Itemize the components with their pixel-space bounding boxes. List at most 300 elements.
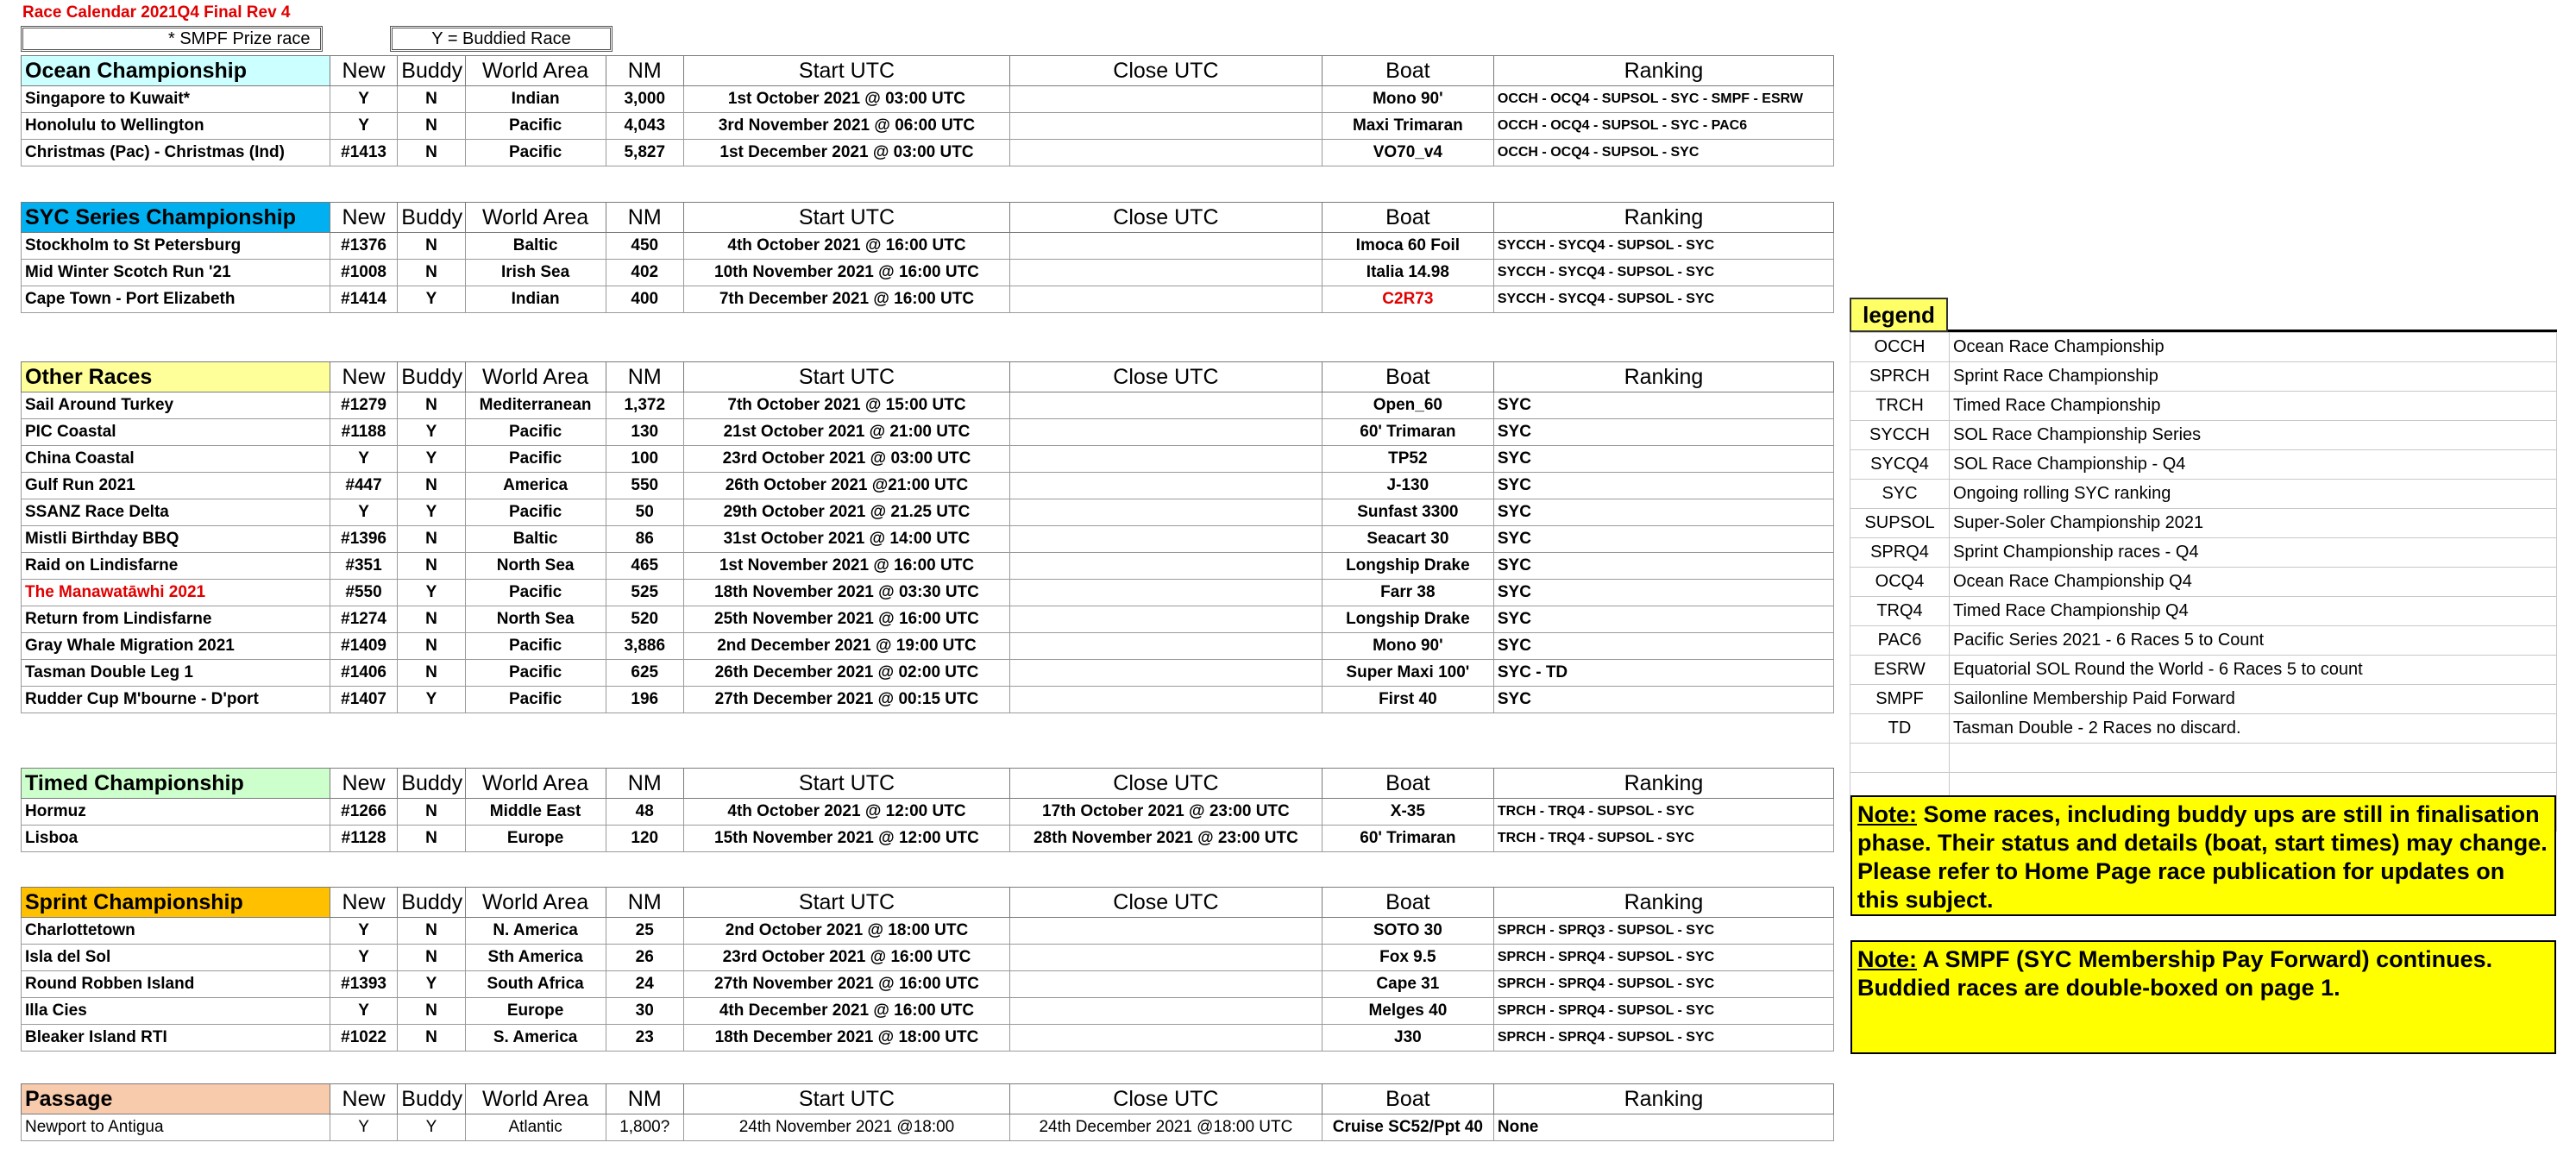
table-row: [22, 526, 1834, 553]
column-header: Close UTC: [1009, 888, 1322, 918]
cell-boat: Longship Drake: [1322, 553, 1493, 580]
cell-start: 23rd October 2021 @ 16:00 UTC: [683, 945, 1009, 971]
cell-buddy: Y: [398, 286, 465, 313]
legend-code: TRQ4: [1850, 597, 1950, 626]
cell-close: [1009, 971, 1322, 998]
race-name: China Coastal: [22, 446, 330, 473]
column-header: New: [330, 769, 397, 799]
column-header: Boat: [1322, 203, 1493, 233]
cell-start: 1st November 2021 @ 16:00 UTC: [683, 553, 1009, 580]
column-header: Ranking: [1493, 362, 1833, 392]
cell-area: Pacific: [465, 499, 606, 526]
document-title: Race Calendar 2021Q4 Final Rev 4: [22, 3, 291, 22]
column-header: New: [330, 203, 397, 233]
cell-start: 26th October 2021 @21:00 UTC: [683, 473, 1009, 499]
legend-description: Ocean Race Championship: [1950, 333, 2557, 362]
column-header: Ranking: [1493, 56, 1833, 86]
cell-start: 2nd October 2021 @ 18:00 UTC: [683, 918, 1009, 945]
legend-row: [1850, 714, 2557, 744]
column-header: Start UTC: [683, 362, 1009, 392]
race-name: Bleaker Island RTI: [22, 1025, 330, 1052]
cell-buddy: N: [398, 1025, 465, 1052]
cell-new: #1407: [330, 687, 397, 713]
legend-empty-cell: [1950, 744, 2557, 773]
cell-start: 27th December 2021 @ 00:15 UTC: [683, 687, 1009, 713]
cell-new: #1022: [330, 1025, 397, 1052]
table-row: [22, 260, 1834, 286]
cell-close: [1009, 526, 1322, 553]
cell-ranking: OCCH - OCQ4 - SUPSOL - SYC - SMPF - ESRW: [1493, 86, 1833, 113]
section-title: Other Races: [22, 362, 330, 392]
race-name: The Manawatāwhi 2021: [22, 580, 330, 606]
cell-nm: 625: [606, 660, 683, 687]
cell-close: 17th October 2021 @ 23:00 UTC: [1009, 799, 1322, 826]
race-name: Mistli Birthday BBQ: [22, 526, 330, 553]
cell-boat: Cruise SC52/Ppt 40: [1322, 1114, 1493, 1141]
cell-nm: 50: [606, 499, 683, 526]
legend-description: Tasman Double - 2 Races no discard.: [1950, 714, 2557, 744]
cell-buddy: N: [398, 526, 465, 553]
cell-buddy: Y: [398, 687, 465, 713]
table-row: [22, 1025, 1834, 1052]
section-table-syc: [21, 202, 1834, 313]
cell-buddy: N: [398, 233, 465, 260]
cell-buddy: Y: [398, 499, 465, 526]
race-name: Isla del Sol: [22, 945, 330, 971]
cell-ranking: SYC: [1493, 633, 1833, 660]
section-header-row: [22, 56, 1834, 86]
cell-close: [1009, 606, 1322, 633]
race-name: Rudder Cup M'bourne - D'port: [22, 687, 330, 713]
column-header: Boat: [1322, 362, 1493, 392]
column-header: NM: [606, 203, 683, 233]
legend-description: Sailonline Membership Paid Forward: [1950, 685, 2557, 714]
cell-ranking: SPRCH - SPRQ3 - SUPSOL - SYC: [1493, 918, 1833, 945]
legend-description: Sprint Race Championship: [1950, 362, 2557, 392]
column-header: Start UTC: [683, 203, 1009, 233]
cell-nm: 24: [606, 971, 683, 998]
legend-row: [1850, 333, 2557, 362]
cell-nm: 100: [606, 446, 683, 473]
section-table-sprint: [21, 887, 1834, 1052]
table-row: [22, 918, 1834, 945]
section-table-passage: [21, 1083, 1834, 1141]
cell-buddy: N: [398, 998, 465, 1025]
legend-code: SMPF: [1850, 685, 1950, 714]
cell-new: Y: [330, 499, 397, 526]
cell-area: North Sea: [465, 606, 606, 633]
legend-empty-cell: [1850, 744, 1950, 773]
cell-new: #1414: [330, 286, 397, 313]
column-header: Buddy: [398, 56, 465, 86]
cell-new: Y: [330, 998, 397, 1025]
cell-new: #1188: [330, 419, 397, 446]
cell-area: Pacific: [465, 113, 606, 140]
race-name: Return from Lindisfarne: [22, 606, 330, 633]
cell-ranking: SYC: [1493, 499, 1833, 526]
race-name: Lisboa: [22, 826, 330, 852]
cell-ranking: SYC: [1493, 473, 1833, 499]
cell-start: 10th November 2021 @ 16:00 UTC: [683, 260, 1009, 286]
section-title: Sprint Championship: [22, 888, 330, 918]
section-title: Ocean Championship: [22, 56, 330, 86]
smpf-key-box: * SMPF Prize race: [21, 26, 323, 52]
section-header-row: [22, 362, 1834, 392]
table-row: [22, 473, 1834, 499]
cell-close: [1009, 419, 1322, 446]
cell-buddy: N: [398, 140, 465, 166]
cell-nm: 465: [606, 553, 683, 580]
cell-boat: TP52: [1322, 446, 1493, 473]
cell-area: Irish Sea: [465, 260, 606, 286]
table-row: [22, 286, 1834, 313]
column-header: Boat: [1322, 1084, 1493, 1114]
cell-ranking: SYC: [1493, 687, 1833, 713]
cell-new: Y: [330, 86, 397, 113]
cell-new: #1274: [330, 606, 397, 633]
cell-ranking: None: [1493, 1114, 1833, 1141]
cell-start: 18th November 2021 @ 03:30 UTC: [683, 580, 1009, 606]
cell-close: [1009, 1025, 1322, 1052]
cell-buddy: Y: [398, 1114, 465, 1141]
cell-close: [1009, 687, 1322, 713]
cell-start: 3rd November 2021 @ 06:00 UTC: [683, 113, 1009, 140]
cell-ranking: SYC: [1493, 446, 1833, 473]
table-row: [22, 971, 1834, 998]
cell-area: S. America: [465, 1025, 606, 1052]
cell-nm: 1,800?: [606, 1114, 683, 1141]
section-title: Passage: [22, 1084, 330, 1114]
legend-code: SUPSOL: [1850, 509, 1950, 538]
cell-start: 27th November 2021 @ 16:00 UTC: [683, 971, 1009, 998]
column-header: New: [330, 1084, 397, 1114]
cell-start: 29th October 2021 @ 21.25 UTC: [683, 499, 1009, 526]
cell-start: 26th December 2021 @ 02:00 UTC: [683, 660, 1009, 687]
cell-boat: Fox 9.5: [1322, 945, 1493, 971]
legend-code: OCCH: [1850, 333, 1950, 362]
cell-new: #550: [330, 580, 397, 606]
cell-close: [1009, 499, 1322, 526]
cell-buddy: N: [398, 660, 465, 687]
cell-ranking: SYCCH - SYCQ4 - SUPSOL - SYC: [1493, 286, 1833, 313]
cell-buddy: Y: [398, 446, 465, 473]
legend-description: Timed Race Championship Q4: [1950, 597, 2557, 626]
cell-start: 2nd December 2021 @ 19:00 UTC: [683, 633, 1009, 660]
cell-nm: 550: [606, 473, 683, 499]
cell-nm: 23: [606, 1025, 683, 1052]
cell-close: [1009, 260, 1322, 286]
table-row: [22, 580, 1834, 606]
cell-start: 31st October 2021 @ 14:00 UTC: [683, 526, 1009, 553]
legend-description: Ocean Race Championship Q4: [1950, 568, 2557, 597]
table-row: [22, 687, 1834, 713]
table-row: [22, 1114, 1834, 1141]
legend-row: [1850, 656, 2557, 685]
cell-boat: Seacart 30: [1322, 526, 1493, 553]
cell-area: South Africa: [465, 971, 606, 998]
cell-ranking: SYC: [1493, 419, 1833, 446]
column-header: NM: [606, 1084, 683, 1114]
column-header: World Area: [465, 888, 606, 918]
table-row: [22, 633, 1834, 660]
column-header: Ranking: [1493, 203, 1833, 233]
cell-nm: 525: [606, 580, 683, 606]
table-row: [22, 446, 1834, 473]
cell-buddy: N: [398, 606, 465, 633]
cell-start: 7th December 2021 @ 16:00 UTC: [683, 286, 1009, 313]
cell-start: 4th October 2021 @ 12:00 UTC: [683, 799, 1009, 826]
column-header: Close UTC: [1009, 203, 1322, 233]
table-row: [22, 233, 1834, 260]
table-row: [22, 606, 1834, 633]
cell-start: 7th October 2021 @ 15:00 UTC: [683, 392, 1009, 419]
cell-close: 24th December 2021 @18:00 UTC: [1009, 1114, 1322, 1141]
cell-nm: 450: [606, 233, 683, 260]
column-header: Ranking: [1493, 1084, 1833, 1114]
cell-area: North Sea: [465, 553, 606, 580]
cell-buddy: N: [398, 918, 465, 945]
cell-area: Pacific: [465, 633, 606, 660]
legend-description: Timed Race Championship: [1950, 392, 2557, 421]
column-header: World Area: [465, 203, 606, 233]
cell-ranking: SYCCH - SYCQ4 - SUPSOL - SYC: [1493, 260, 1833, 286]
race-name: Charlottetown: [22, 918, 330, 945]
legend-row: [1850, 568, 2557, 597]
legend-code: PAC6: [1850, 626, 1950, 656]
column-header: Close UTC: [1009, 769, 1322, 799]
cell-nm: 3,000: [606, 86, 683, 113]
race-name: Sail Around Turkey: [22, 392, 330, 419]
cell-start: 4th October 2021 @ 16:00 UTC: [683, 233, 1009, 260]
cell-new: #1279: [330, 392, 397, 419]
cell-buddy: N: [398, 633, 465, 660]
cell-close: [1009, 392, 1322, 419]
table-row: [22, 499, 1834, 526]
race-name: Christmas (Pac) - Christmas (Ind): [22, 140, 330, 166]
buddied-key-box: Y = Buddied Race: [390, 26, 613, 52]
cell-boat: Super Maxi 100': [1322, 660, 1493, 687]
column-header: Close UTC: [1009, 362, 1322, 392]
cell-close: [1009, 945, 1322, 971]
cell-boat: Mono 90': [1322, 86, 1493, 113]
cell-ranking: OCCH - OCQ4 - SUPSOL - SYC: [1493, 140, 1833, 166]
cell-area: Pacific: [465, 660, 606, 687]
cell-nm: 86: [606, 526, 683, 553]
cell-ranking: SYC: [1493, 580, 1833, 606]
cell-boat: Sunfast 3300: [1322, 499, 1493, 526]
column-header: New: [330, 362, 397, 392]
legend-row: [1850, 392, 2557, 421]
cell-nm: 3,886: [606, 633, 683, 660]
cell-new: #1266: [330, 799, 397, 826]
race-name: Mid Winter Scotch Run '21: [22, 260, 330, 286]
column-header: Close UTC: [1009, 1084, 1322, 1114]
legend-row: [1850, 685, 2557, 714]
cell-start: 4th December 2021 @ 16:00 UTC: [683, 998, 1009, 1025]
legend-code: TD: [1850, 714, 1950, 744]
cell-area: Baltic: [465, 526, 606, 553]
column-header: World Area: [465, 1084, 606, 1114]
cell-close: [1009, 633, 1322, 660]
cell-area: Baltic: [465, 233, 606, 260]
legend-row: [1850, 480, 2557, 509]
cell-nm: 25: [606, 918, 683, 945]
cell-nm: 5,827: [606, 140, 683, 166]
cell-ranking: SYC: [1493, 392, 1833, 419]
cell-nm: 130: [606, 419, 683, 446]
cell-new: #1128: [330, 826, 397, 852]
cell-ranking: TRCH - TRQ4 - SUPSOL - SYC: [1493, 799, 1833, 826]
note-label: Note:: [1857, 946, 1917, 972]
legend-code: SYCQ4: [1850, 450, 1950, 480]
cell-nm: 196: [606, 687, 683, 713]
cell-close: [1009, 918, 1322, 945]
note-label: Note:: [1857, 801, 1917, 827]
legend-description: SOL Race Championship Series: [1950, 421, 2557, 450]
cell-start: 21st October 2021 @ 21:00 UTC: [683, 419, 1009, 446]
cell-boat: Longship Drake: [1322, 606, 1493, 633]
cell-close: [1009, 446, 1322, 473]
legend-description: Pacific Series 2021 - 6 Races 5 to Count: [1950, 626, 2557, 656]
cell-boat: VO70_v4: [1322, 140, 1493, 166]
legend-row: [1850, 450, 2557, 480]
cell-boat: J-130: [1322, 473, 1493, 499]
column-header: NM: [606, 362, 683, 392]
cell-close: [1009, 660, 1322, 687]
cell-area: Middle East: [465, 799, 606, 826]
cell-ranking: SYC: [1493, 553, 1833, 580]
legend-table: [1850, 332, 2557, 832]
cell-boat: Farr 38: [1322, 580, 1493, 606]
cell-boat: J30: [1322, 1025, 1493, 1052]
cell-boat: Mono 90': [1322, 633, 1493, 660]
column-header: Boat: [1322, 769, 1493, 799]
column-header: World Area: [465, 362, 606, 392]
legend-rule: [1948, 330, 2557, 332]
column-header: Start UTC: [683, 1084, 1009, 1114]
cell-nm: 30: [606, 998, 683, 1025]
legend-code: SPRCH: [1850, 362, 1950, 392]
section-title: Timed Championship: [22, 769, 330, 799]
column-header: World Area: [465, 769, 606, 799]
race-name: Cape Town - Port Elizabeth: [22, 286, 330, 313]
column-header: Buddy: [398, 203, 465, 233]
table-row: [22, 826, 1834, 852]
legend-description: Equatorial SOL Round the World - 6 Races 5 to count: [1950, 656, 2557, 685]
race-name: Illa Cies: [22, 998, 330, 1025]
race-name: SSANZ Race Delta: [22, 499, 330, 526]
section-title: SYC Series Championship: [22, 203, 330, 233]
cell-ranking: SPRCH - SPRQ4 - SUPSOL - SYC: [1493, 1025, 1833, 1052]
section-header-row: [22, 769, 1834, 799]
column-header: Boat: [1322, 56, 1493, 86]
column-header: New: [330, 56, 397, 86]
section-table-timed: [21, 768, 1834, 852]
cell-new: #447: [330, 473, 397, 499]
cell-start: 23rd October 2021 @ 03:00 UTC: [683, 446, 1009, 473]
cell-buddy: Y: [398, 580, 465, 606]
race-name: Gulf Run 2021: [22, 473, 330, 499]
race-name: Tasman Double Leg 1: [22, 660, 330, 687]
cell-new: Y: [330, 113, 397, 140]
table-row: [22, 419, 1834, 446]
table-row: [22, 392, 1834, 419]
cell-new: #351: [330, 553, 397, 580]
race-name: Stockholm to St Petersburg: [22, 233, 330, 260]
cell-buddy: N: [398, 945, 465, 971]
cell-area: America: [465, 473, 606, 499]
cell-new: #1396: [330, 526, 397, 553]
legend-description: Super-Soler Championship 2021: [1950, 509, 2557, 538]
cell-nm: 400: [606, 286, 683, 313]
table-row: [22, 945, 1834, 971]
race-name: Hormuz: [22, 799, 330, 826]
cell-area: Pacific: [465, 687, 606, 713]
race-name: Newport to Antigua: [22, 1114, 330, 1141]
column-header: Start UTC: [683, 769, 1009, 799]
legend-code: SPRQ4: [1850, 538, 1950, 568]
cell-ranking: TRCH - TRQ4 - SUPSOL - SYC: [1493, 826, 1833, 852]
section-table-other: [21, 361, 1834, 713]
legend-code: OCQ4: [1850, 568, 1950, 597]
cell-buddy: Y: [398, 419, 465, 446]
legend-description: Sprint Championship races - Q4: [1950, 538, 2557, 568]
cell-boat: 60' Trimaran: [1322, 826, 1493, 852]
note-text: Some races, including buddy ups are still in finalisation phase. Their status and details (boat, start times) may change. Please refer to Home Page race publication for updates on this subject.: [1857, 801, 2548, 913]
cell-buddy: N: [398, 392, 465, 419]
cell-ranking: SPRCH - SPRQ4 - SUPSOL - SYC: [1493, 998, 1833, 1025]
race-name: Round Robben Island: [22, 971, 330, 998]
cell-new: Y: [330, 918, 397, 945]
race-name: Gray Whale Migration 2021: [22, 633, 330, 660]
legend-title: legend: [1850, 298, 1948, 332]
cell-nm: 1,372: [606, 392, 683, 419]
column-header: Buddy: [398, 362, 465, 392]
cell-new: Y: [330, 945, 397, 971]
cell-area: Indian: [465, 286, 606, 313]
cell-buddy: N: [398, 260, 465, 286]
cell-boat: C2R73: [1322, 286, 1493, 313]
cell-boat: Cape 31: [1322, 971, 1493, 998]
legend-code: SYC: [1850, 480, 1950, 509]
cell-area: Europe: [465, 998, 606, 1025]
column-header: Buddy: [398, 888, 465, 918]
note-smpf: [1850, 940, 2556, 1054]
cell-start: 18th December 2021 @ 18:00 UTC: [683, 1025, 1009, 1052]
cell-ranking: SPRCH - SPRQ4 - SUPSOL - SYC: [1493, 971, 1833, 998]
section-table-ocean: [21, 55, 1834, 166]
cell-area: Pacific: [465, 140, 606, 166]
race-name: Singapore to Kuwait*: [22, 86, 330, 113]
cell-start: 1st December 2021 @ 03:00 UTC: [683, 140, 1009, 166]
section-header-row: [22, 203, 1834, 233]
cell-boat: First 40: [1322, 687, 1493, 713]
cell-area: Pacific: [465, 580, 606, 606]
cell-buddy: N: [398, 553, 465, 580]
cell-close: [1009, 553, 1322, 580]
cell-close: [1009, 580, 1322, 606]
cell-boat: Open_60: [1322, 392, 1493, 419]
cell-ranking: SYC - TD: [1493, 660, 1833, 687]
legend-row: [1850, 509, 2557, 538]
note-finalisation: [1850, 795, 2556, 916]
cell-nm: 4,043: [606, 113, 683, 140]
cell-nm: 26: [606, 945, 683, 971]
table-row: [22, 140, 1834, 166]
column-header: NM: [606, 56, 683, 86]
legend-code: TRCH: [1850, 392, 1950, 421]
cell-boat: SOTO 30: [1322, 918, 1493, 945]
